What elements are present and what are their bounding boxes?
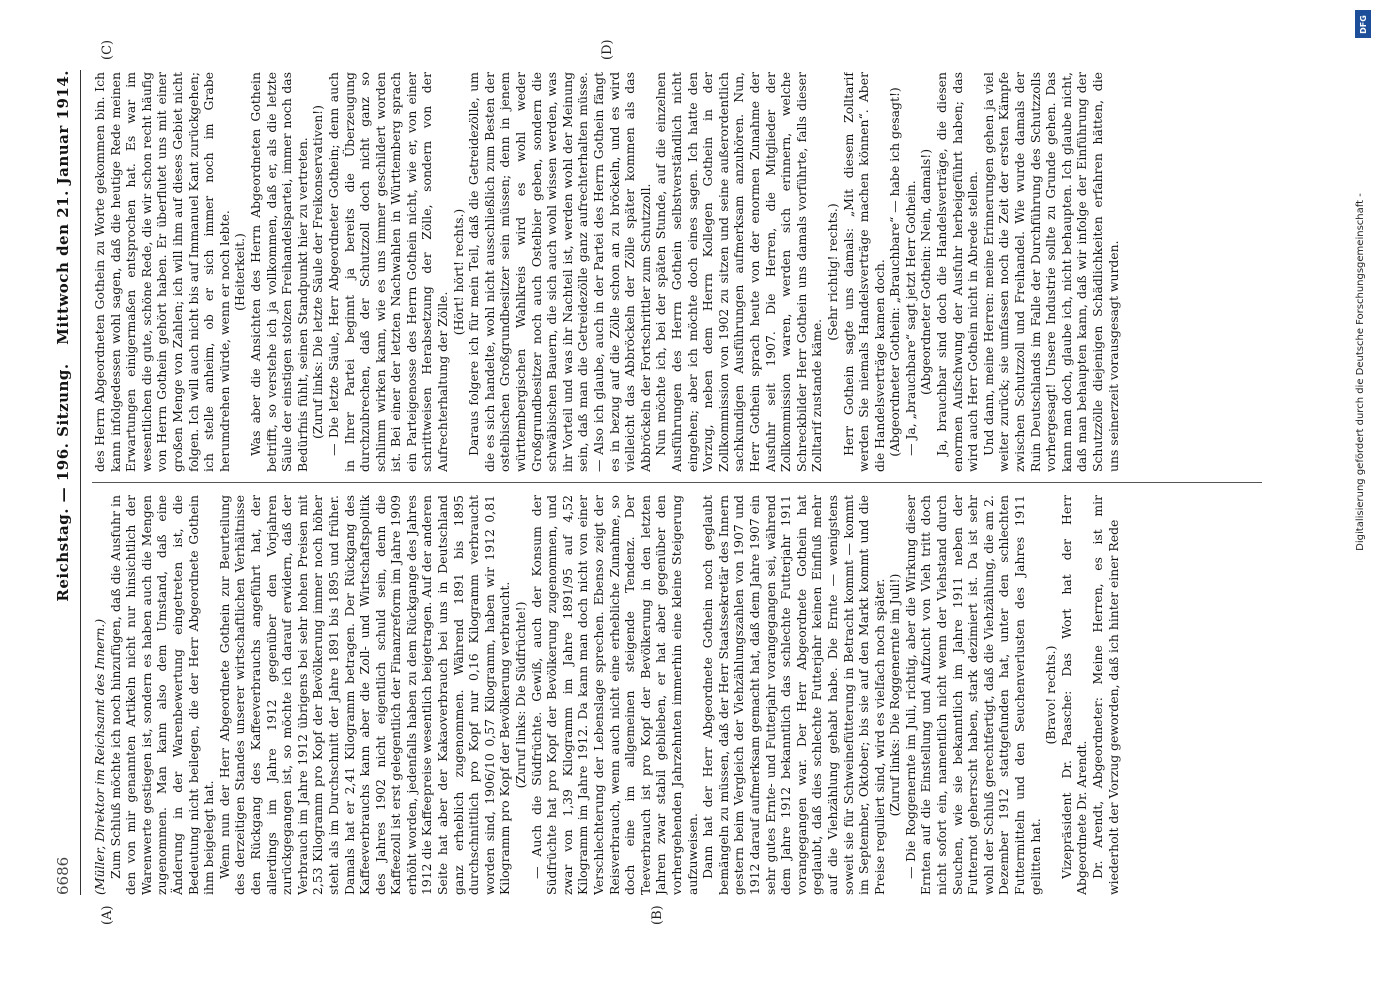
- paragraph: Ja, brauchbar sind doch die Handelsverträge, die diesen enormen Aufschwung der Ausfuhr herbeigeführt haben; das wird auch Herr Gothein nicht in Abrede stellen.: [934, 72, 981, 472]
- session-date: Mittwoch den 21. Januar 1914.: [54, 70, 72, 345]
- margin-letter-c: (C): [100, 39, 115, 60]
- paragraph: Nun möchte ich, bei der späten Stunde, auf die einzelnen Ausführungen des Herrn Gothein selbstverständlich nicht eingehen; aber ich möchte doch eines sagen. Ich hatte den Vorzug, neben dem Herrn Kollegen Gothein in der Zollkommission von 1902 zu sitzen und seine außerordentlich sachkundigen Ausführungen aufmerksam anzuhören. Nun, Herr Gothein sprach heute von der enormen Zunahme der Ausfuhr seit 1907. Die Herren, die Mitglieder der Zollkommission waren, werden sich erinnern, welche Schreckbilder Herr Gothein uns damals vorführte, falls dieser Zolltarif zustande käme.: [653, 72, 825, 472]
- paragraph: — Ja, „brauchbare“ sagt jetzt Herr Gothein.: [902, 180, 918, 456]
- interjection: (Abgeordneter Gothein: Nein, damals!): [918, 148, 934, 396]
- paragraph: — Die letzte Säule, Herr Abgeordneter Gothein; denn auch in Ihrer Partei beginnt ja bereits die Überzeugung durchzubrechen, daß der Schutzzoll doch nicht ganz so schlimm wirken kann, wie es uns immer geschildert worden ist. Bei einer der letzten Nachwahlen in Württemberg sprach ein Parteigenosse des Herrn Gothein nicht, wie er, von einer schrittweisen Herabsetzung der Zölle, sondern von der Aufrechterhaltung der Zölle.: [325, 72, 451, 472]
- right-column: [92, 72, 1262, 472]
- paragraph: — Die Roggenernte im Juli, richtig, aber die Wirkung dieser Ernten auf die Einstellung und Aufzucht von Vieh tritt doch nicht sofort ein, namentlich nicht wenn der Viehstand durch Seuchen, wie sie bekanntlich im Jahre 1911 neben der Futternot geherrscht haben, stark dezimiert ist. Da ist sehr wohl der Schluß gerechtfertigt, daß die Viehzählung, die am 2. Dezember 1912 stattgefunden hat, unter den schlechten Futtermitteln und den Seuchenverlusten des Jahres 1911 gelitten hat.: [902, 495, 1043, 895]
- paragraph: Dr. Arendt, Abgeordneter: Meine Herren, es ist mir wiederholt der Vorzug geworden, daß ich hinter einer Rede: [1090, 495, 1121, 895]
- paragraph: — Auch die Südfrüchte. Gewiß, auch der Konsum der Südfrüchte hat pro Kopf der Bevölkerung zugenommen, und zwar von 1,39 Kilogramm im Jahre 1891/95 auf 4,52 Kilogramm im Jahre 1912. Da kann man doch nicht von einer Verschlechterung der Lebenslage sprechen. Ebenso zeigt der Reisverbrauch, wenn auch nicht eine erhebliche Zunahme, so doch eine im allgemeinen steigende Tendenz. Der Teeverbrauch ist pro Kopf der Bevölkerung in den letzten Jahren zwar stabil geblieben, er hat aber gegenüber den vorhergehenden Jahrzehnten immerhin eine kleine Steigerung aufzuweisen.: [528, 495, 700, 895]
- paragraph: Vizepräsident Dr. Paasche: Das Wort hat der Herr Abgeordnete Dr. Arendt.: [1058, 495, 1090, 895]
- column-divider: [92, 482, 1262, 483]
- margin-letter-a: (A): [100, 905, 115, 925]
- paragraph: Und dann, meine Herren: meine Erinnerungen gehen ja viel weiter zurück; sie umfassen noch die Zeit der ersten Kämpfe zwischen Schutzzoll und Freihandel. Wie wurde damals der Ruin Deutschlands im Falle der Durchführung des Schutzzolls vorhergesagt! Unsere Industrie sollte zu Grunde gehen. Das kann man doch, glaube ich, nicht behaupten. Ich glaube nicht, daß man behaupten kann, daß wir infolge der Einführung der Schutzzölle diejenigen Schädlichkeiten erfahren hätten, die uns seinerzeit vorausgesagt wurden.: [980, 72, 1121, 472]
- paragraph: Wenn nun der Herr Abgeordnete Gothein zur Beurteilung des derzeitigen Standes unserer wirtschaftlichen Verhältnisse den Rückgang des Kaffeeverbrauchs angeführt hat, der allerdings im Jahre 1912 gegenüber den Vorjahren zurückgegangen ist, so möchte ich darauf erwidern, daß der Verbrauch im Jahre 1912 übrigens bei sehr hohen Preisen mit 2,53 Kilogramm pro Kopf der Bevölkerung immer noch höher steht als im Durchschnitt der Jahre 1891 bis 1895 und früher. Damals hat er 2,41 Kilogramm betragen. Der Rückgang des Kaffeeverbrauchs kann aber die Zoll- und Wirtschaftspolitik des Jahres 1902 nicht eigentlich schuld sein, denn die Kaffeezoll ist erst gelegentlich der Finanzreform im Jahre 1909 erhöht worden, jedenfalls haben zu dem Rückgange des Jahres 1912 die Kaffeepreise wesentlich beigetragen. Auf der anderen Seite hat aber der Kakaoverbrauch bei uns in Deutschland ganz erheblich zugenommen. Während 1891 bis 1895 durchschnittlich pro Kopf nur 0,16 Kilogramm verbraucht worden sind, 1906/10 0,57 Kilogramm, haben wir 1912 0,81 Kilogramm pro Kopf der Bevölkerung verbraucht.: [216, 495, 513, 895]
- paragraph: Was aber die Ansichten des Herrn Abgeordneten Gothein betrifft, so verstehe ich ja vollkommen, daß er, als die letzte Säule der einstigen stolzen Freihandelspartei, immer noch das Bedürfnis fühlt, seinen Standpunkt hier zu vertreten.: [247, 72, 310, 472]
- interjection: (Abgeordneter Gothein: „Brauchbare“ — habe ich gesagt!): [887, 87, 903, 457]
- paragraph: Dann hat der Herr Abgeordnete Gothein noch geglaubt bemängeln zu müssen, daß der Herr Staatssekretär des Innern gestern beim Vergleich der Viehzählungszahlen von 1907 und 1912 darauf aufmerksam gemacht hat, daß dem Jahre 1907 ein sehr gutes Ernte- und Futterjahr vorangegangen sei, während dem Jahre 1912 bekanntlich das schlechte Futterjahr 1911 vorangegangen war. Der Herr Abgeordnete Gothein hat geglaubt, daß dies schlechte Futterjahr keinen Einfluß mehr auf die Viehzählung gehabt habe. Die Ernte — wenigstens soweit sie für Schweinefütterung in Betracht kommt — kommt im September, Oktober; bis sie auf den Markt kommt und die Preise reguliert sind, wird es vielfach noch später.: [700, 495, 887, 895]
- margin-letter-d: (D): [600, 39, 615, 60]
- speaker-attribution: (Müller, Direktor im Reichsamt des Innern.): [92, 618, 107, 895]
- interjection: (Zuruf links: Die Roggenernte im Juli!): [887, 573, 903, 817]
- interjection: (Bravo! rechts.): [1043, 645, 1059, 745]
- paragraph: Zum Schluß möchte ich noch hinzufügen, daß die Ausfuhr in den von mir genannten Artikeln nicht nur hinsichtlich der Warenwerte gestiegen ist, sondern es haben auch die Mengen zugenommen. Man kann also dem Umstand, daß eine Änderung in der Warenbewertung eingetreten ist, die Bedeutung nicht beilegen, die der Herr Abgeordnete Gothein ihm beigelegt hat.: [107, 495, 217, 895]
- interjection: (Zuruf links: Die letzte Säule der Freikonservativen!): [310, 105, 326, 440]
- interjection: (Heiterkeit.): [232, 233, 248, 311]
- dfg-credit-text: Digitalisierung gefördert durch die Deutsche Forschungsgemeinschaft -: [1355, 193, 1366, 551]
- session-title: Reichstag. — 196. Sitzung.: [54, 363, 72, 602]
- page-number: 6686: [54, 856, 72, 895]
- dfg-credit: [1352, 10, 1374, 690]
- paragraph: Herr Gothein sagte uns damals: „Mit diesem Zolltarif werden Sie niemals Handelsverträge machen können“. Aber die Handelsverträge kamen doch.: [840, 72, 887, 472]
- paragraph: Daraus folgere ich für mein Teil, daß die Getreidezölle, um die es sich handelte, wohl nicht ausschließlich zum Besten der ostelbischen Großgrundbesitzer sein müssen; denn in jenem württembergischen Wahlkreis wird es wohl weder Großgrundbesitzer noch auch Ostelbier geben, sondern die schwäbischen Bauern, die sich auch wohl wissen werden, was ihr Vorteil und was ihr Nachteil ist, werden wohl der Meinung sein, daß man die Getreidezölle ganz aufrechterhalten müsse. — Also ich glaube, auch in der Partei des Herrn Gothein fängt es in bezug auf die Zölle schon an zu bröckeln, und es wird vielleicht das Abbröckeln der Zölle später kommen als das Abbröckeln der Fortschrittler zum Schutzzoll.: [466, 72, 653, 472]
- interjection: (Hört! hört! rechts.): [450, 208, 466, 336]
- interjection: (Sehr richtig! rechts.): [824, 203, 840, 341]
- margin-letter-b: (B): [650, 905, 665, 925]
- dfg-logo-icon: [1355, 10, 1371, 38]
- left-column: [92, 495, 1262, 895]
- interjection: (Zuruf links: Die Südfrüchte!): [513, 601, 529, 789]
- page-header: [50, 70, 81, 895]
- dfg-logo-text: DFG: [1358, 14, 1368, 34]
- paragraph: des Herrn Abgeordneten Gothein zu Worte gekommen bin. Ich kann infolgedessen wohl sagen, daß die heutige Rede meinen Erwartungen einigermaßen entsprochen hat. Es war im wesentlichen die gute, schöne Rede, die wir schon recht häufig von Herrn Gothein gehört haben. Er überflutet uns mit einer großen Menge von Zahlen; ich will ihm auf dieses Gebiet nicht folgen. Ich will auch nicht bis auf Immanuel Kant zurückgehen; ich stelle anheim, ob er sich immer noch im Grabe herumdrehen würde, wenn er noch lebte.: [92, 72, 232, 472]
